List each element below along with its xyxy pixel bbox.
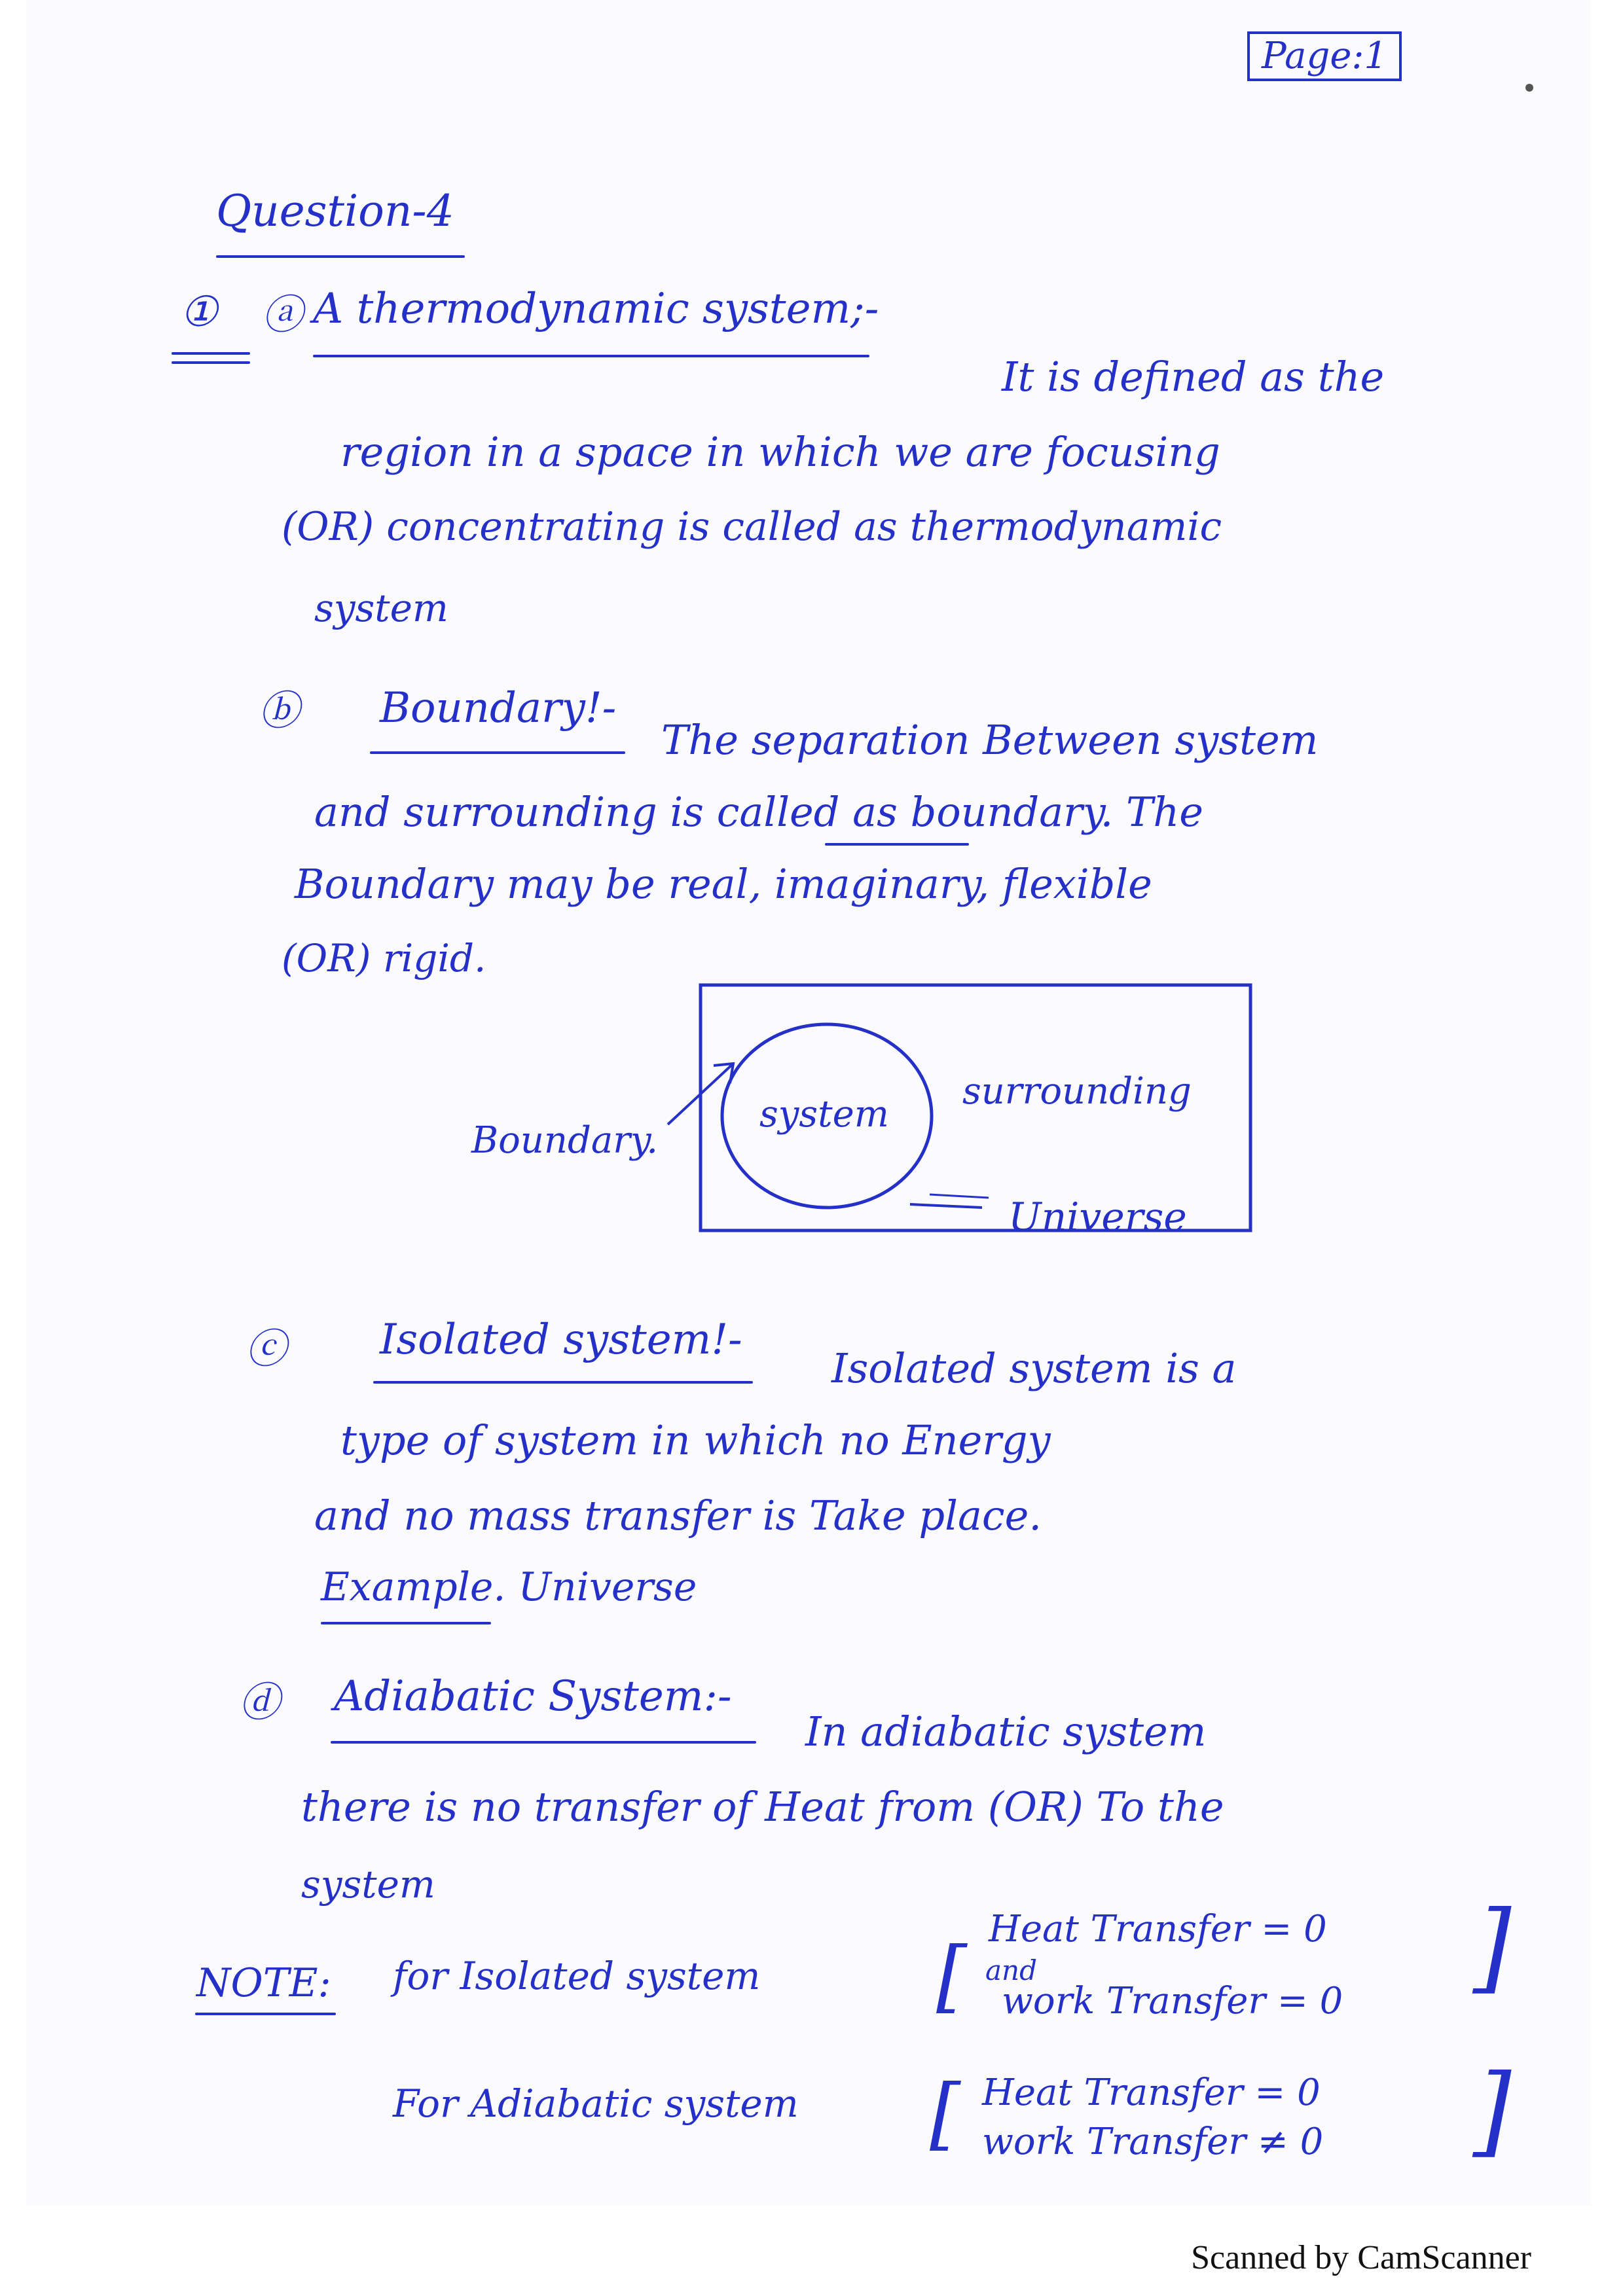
note-and: and xyxy=(985,1954,1037,1986)
section3-line: Isolated system is a xyxy=(831,1344,1237,1392)
section3-title-underline xyxy=(373,1381,753,1384)
note-bracket-open: [ xyxy=(936,1931,967,2022)
diagram-universe-label: Universe xyxy=(1008,1194,1187,1240)
question-heading: Question-4 xyxy=(216,186,454,236)
note-adiabatic-heat: Heat Transfer = 0 xyxy=(982,2072,1321,2114)
section3-line: Example. Universe xyxy=(321,1564,697,1610)
section3-title: Isolated system!- xyxy=(380,1316,742,1364)
scanner-footer: Scanned by CamScanner xyxy=(1191,2239,1531,2276)
note-isolated-heat: Heat Transfer = 0 xyxy=(989,1908,1327,1950)
section4-line: In adiabatic system xyxy=(805,1708,1207,1755)
note-bracket-close: ] xyxy=(1473,1890,1512,2004)
universe-pointer-2 xyxy=(930,1194,989,1198)
note-bracket-close-2: ] xyxy=(1473,2054,1512,2168)
section2-line: The separation Between system xyxy=(661,716,1319,764)
section1-marker: ⓐ xyxy=(262,291,303,338)
page-label: Page:1 xyxy=(1247,31,1402,81)
section1-line: system xyxy=(314,586,448,630)
note-bracket-open-2: [ xyxy=(930,2068,960,2159)
section1-line: It is defined as the xyxy=(1002,353,1385,401)
section4-line: system xyxy=(301,1862,435,1907)
section2-line: (OR) rigid. xyxy=(282,936,486,980)
section3-line: type of system in which no Energy xyxy=(340,1416,1051,1464)
note-underline xyxy=(195,2013,336,2015)
diagram-surrounding-label: surrounding xyxy=(962,1070,1192,1113)
section4-title: Adiabatic System:- xyxy=(334,1672,732,1721)
section1-line: region in a space in which we are focusing xyxy=(340,428,1220,476)
section4-line: there is no transfer of Heat from (OR) To the xyxy=(301,1783,1224,1831)
note-adiabatic-work: work Transfer ≠ 0 xyxy=(982,2121,1324,2163)
section2-line: and surrounding is called as boundary. The xyxy=(314,788,1203,836)
example-underline xyxy=(321,1622,491,1624)
section2-marker: ⓑ xyxy=(259,687,300,734)
section1-title: A thermodynamic system;- xyxy=(313,285,879,333)
section4-title-underline xyxy=(331,1741,756,1744)
note-label: NOTE: xyxy=(196,1960,331,2006)
section2-title: Boundary!- xyxy=(380,684,617,732)
section2-line: Boundary may be real, imaginary, flexible xyxy=(295,860,1152,908)
note-isolated-work: work Transfer = 0 xyxy=(1002,1980,1343,2022)
diagram-system-label: system xyxy=(759,1093,889,1136)
section1-number: ① xyxy=(180,288,218,336)
section4-marker: ⓓ xyxy=(239,1678,280,1726)
section3-line: and no mass transfer is Take place. xyxy=(314,1492,1042,1539)
universe-pointer xyxy=(910,1204,982,1208)
section3-marker: ⓒ xyxy=(246,1325,287,1372)
note-adiabatic-text: For Adiabatic system xyxy=(393,2081,799,2126)
note-isolated-text: for Isolated system xyxy=(393,1954,761,1998)
section1-line: (OR) concentrating is called as thermodynamic xyxy=(282,504,1222,550)
diagram-boundary-label: Boundary. xyxy=(471,1119,659,1162)
